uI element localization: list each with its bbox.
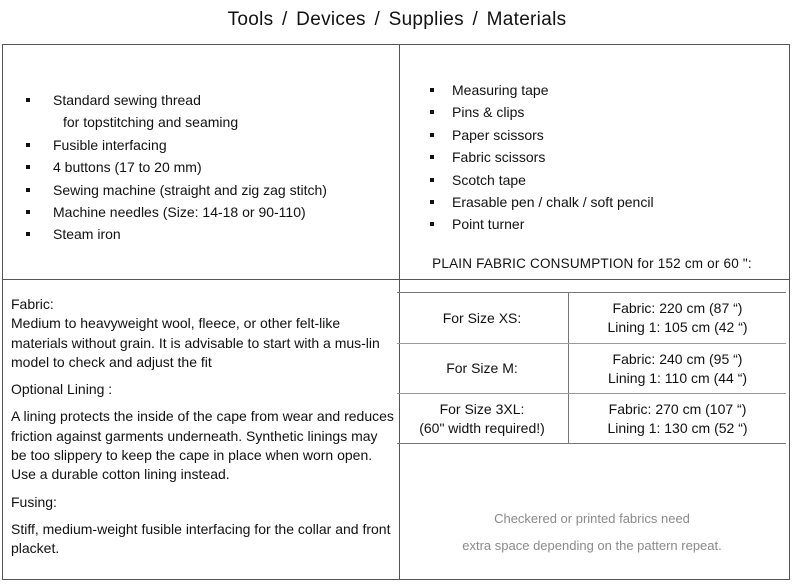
list-item bbox=[401, 124, 789, 146]
list-item bbox=[3, 179, 399, 201]
note-line: Checkered or printed fabrics need bbox=[494, 511, 690, 526]
bullet-icon bbox=[430, 110, 434, 114]
bullet-icon bbox=[26, 232, 30, 236]
list-item-sublabel: for topstitching and seaming bbox=[63, 114, 239, 131]
page-title: Tools / Devices / Supplies / Materials bbox=[227, 9, 567, 30]
list-item bbox=[401, 169, 789, 191]
table-row bbox=[397, 293, 786, 343]
fabric-amount: Fabric: 270 cm (107 “) bbox=[608, 400, 747, 417]
bullet-icon bbox=[26, 210, 30, 214]
fabric-notes bbox=[11, 295, 395, 559]
list-item-label: Fabric scissors bbox=[452, 149, 546, 166]
size-cell bbox=[397, 394, 567, 443]
bullet-icon bbox=[430, 155, 434, 159]
tools-list bbox=[401, 79, 789, 236]
list-item-label: Pins & clips bbox=[452, 104, 525, 121]
amount-cell bbox=[568, 344, 786, 393]
list-item-label: Erasable pen / chalk / soft pencil bbox=[452, 194, 654, 211]
bullet-icon bbox=[430, 222, 434, 226]
row-divider bbox=[3, 279, 789, 280]
amount-cell bbox=[568, 293, 786, 343]
consumption-title: PLAIN FABRIC CONSUMPTION for 152 cm or 60 ": bbox=[432, 256, 752, 271]
lining-heading: Optional Lining : bbox=[11, 381, 113, 398]
list-item-label: Paper scissors bbox=[452, 126, 544, 143]
fusing-heading: Fusing: bbox=[11, 493, 57, 510]
size-cell bbox=[397, 344, 567, 393]
list-item bbox=[3, 89, 399, 134]
fusing-text: Stiff, medium-weight fusible interfacing for the collar and front placket. bbox=[11, 520, 391, 557]
fabric-amount: Fabric: 240 cm (95 “) bbox=[612, 350, 743, 367]
amount-cell bbox=[568, 394, 786, 443]
bullet-icon bbox=[26, 143, 30, 147]
pattern-note bbox=[398, 505, 786, 559]
list-item bbox=[401, 191, 789, 213]
consumption-table bbox=[397, 292, 786, 444]
size-label: For Size 3XL: bbox=[439, 400, 525, 417]
note-line: extra space depending on the pattern repeat. bbox=[462, 538, 722, 553]
bullet-icon bbox=[26, 98, 30, 102]
list-item bbox=[401, 213, 789, 235]
size-cell bbox=[397, 293, 567, 343]
lining-text: A lining protects the inside of the cape from wear and reduces friction against garments underneath. Synthetic linings may be too slippery to keep the cape in place when worn open. Use a durable cotton lining instead. bbox=[11, 408, 394, 483]
list-item bbox=[3, 201, 399, 223]
fabric-heading: Fabric: bbox=[11, 296, 54, 312]
supplies-list bbox=[3, 89, 399, 246]
table-row bbox=[397, 393, 786, 443]
list-item-label: Scotch tape bbox=[452, 171, 526, 188]
list-item bbox=[401, 101, 789, 123]
bullet-icon bbox=[430, 133, 434, 137]
bullet-icon bbox=[430, 178, 434, 182]
list-item-label: Steam iron bbox=[53, 226, 121, 243]
list-item bbox=[401, 146, 789, 168]
bullet-icon bbox=[26, 188, 30, 192]
bullet-icon bbox=[26, 165, 30, 169]
size-label: For Size M: bbox=[446, 360, 518, 376]
list-item bbox=[3, 134, 399, 156]
list-item-label: Point turner bbox=[452, 216, 525, 233]
fabric-text: Medium to heavyweight wool, fleece, or other felt-like materials without grain. It is advisable to start with a mus-lin model to check and adjust the fit bbox=[11, 315, 380, 370]
list-item-label: 4 buttons (17 to 20 mm) bbox=[53, 159, 202, 176]
list-item bbox=[3, 223, 399, 245]
list-item-label: Measuring tape bbox=[452, 82, 549, 98]
table-row bbox=[397, 343, 786, 393]
size-note: (60" width required!) bbox=[419, 419, 545, 436]
lining-amount: Lining 1: 110 cm (44 “) bbox=[607, 369, 748, 386]
list-item-label: Fusible interfacing bbox=[53, 136, 167, 153]
list-item-label: Machine needles (Size: 14-18 or 90-110) bbox=[53, 204, 306, 221]
fabric-amount: Fabric: 220 cm (87 “) bbox=[612, 300, 743, 316]
lining-amount: Lining 1: 105 cm (42 “) bbox=[607, 319, 748, 335]
list-item bbox=[3, 156, 399, 178]
bullet-icon bbox=[430, 200, 434, 204]
list-item bbox=[401, 79, 789, 101]
size-label: For Size XS: bbox=[442, 309, 522, 326]
bullet-icon bbox=[430, 88, 434, 92]
list-item-label: Standard sewing thread bbox=[53, 92, 201, 108]
lining-amount: Lining 1: 130 cm (52 “) bbox=[607, 419, 748, 436]
list-item-label: Sewing machine (straight and zig zag stitch) bbox=[53, 181, 327, 198]
